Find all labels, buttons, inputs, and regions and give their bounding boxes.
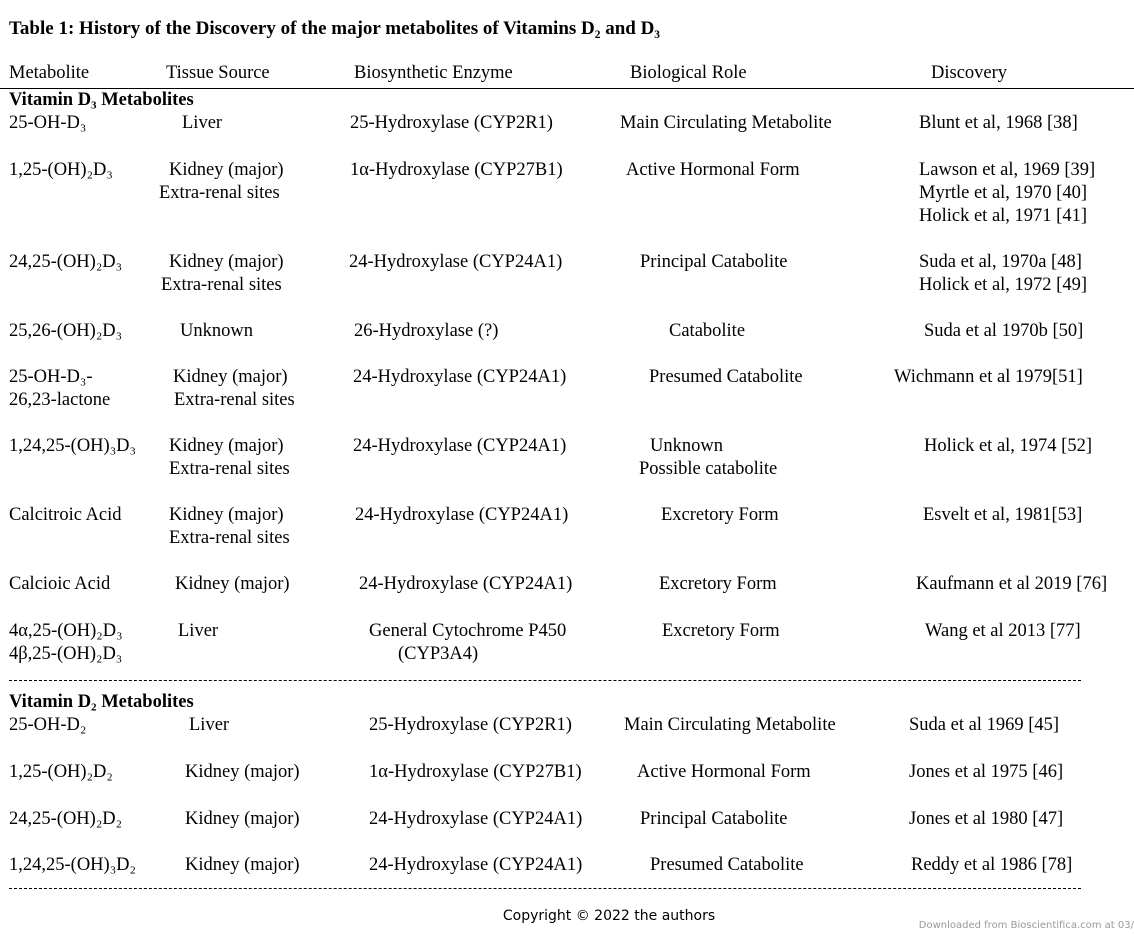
cell-line: Extra-renal sites (161, 275, 282, 295)
cell-line: Active Hormonal Form (637, 762, 811, 782)
role-cell (640, 251, 787, 274)
metabolite-cell (9, 435, 136, 458)
role-cell (662, 620, 780, 643)
discovery-cell (919, 251, 1087, 297)
metabolite-cell (9, 714, 86, 737)
cell-line: Principal Catabolite (640, 809, 788, 829)
cell-line: 25-Hydroxylase (CYP2R1) (369, 715, 572, 735)
cell-line: 25-OH-D₃ (9, 113, 87, 133)
role-cell (640, 808, 787, 831)
cell-line: Jones et al 1980 [47] (909, 809, 1064, 829)
cell-line: Extra-renal sites (174, 390, 295, 410)
cell-line: Liver (189, 715, 230, 735)
role-cell (637, 761, 811, 784)
metabolite-cell (9, 620, 123, 666)
enzyme-cell (350, 112, 553, 135)
header-rule (0, 88, 1134, 89)
cell-line: Kidney (major) (169, 505, 284, 525)
cell-line: 25-OH-D₂ (9, 715, 87, 735)
metabolite-cell (9, 504, 122, 527)
cell-line: Kidney (major) (175, 574, 290, 594)
cell-line: 25-OH-D₃- (9, 367, 93, 387)
discovery-cell (909, 714, 1059, 737)
discovery-cell (916, 573, 1107, 596)
cell-line: Wang et al 2013 [77] (925, 621, 1081, 641)
cell-line: Principal Catabolite (640, 252, 788, 272)
tissue-source-cell (182, 112, 222, 135)
tissue-source-cell (185, 808, 300, 831)
cell-line: General Cytochrome P450 (369, 621, 567, 641)
section-heading-vitamin-d3: Vitamin D₃ Metabolites (9, 90, 194, 110)
metabolite-cell (9, 112, 86, 135)
cell-line: 4β,25-(OH)₂D₃ (9, 644, 123, 664)
metabolite-cell (9, 159, 113, 182)
cell-line: 24-Hydroxylase (CYP24A1) (353, 436, 567, 456)
section-divider (9, 680, 1081, 681)
cell-line: 24-Hydroxylase (CYP24A1) (355, 505, 569, 525)
enzyme-cell (353, 366, 566, 389)
enzyme-cell (369, 620, 566, 666)
cell-line: 1,25-(OH)₂D₃ (9, 160, 113, 180)
role-cell (626, 159, 800, 182)
copyright-footer: Copyright © 2022 the authors (502, 908, 716, 924)
cell-line: Excretory Form (659, 574, 777, 594)
column-header-biosynthetic-enzyme: Biosynthetic Enzyme (354, 63, 513, 83)
cell-line: Liver (182, 113, 223, 133)
cell-line: Suda et al 1969 [45] (909, 715, 1060, 735)
cell-line: 24-Hydroxylase (CYP24A1) (369, 809, 583, 829)
discovery-cell (924, 435, 1092, 458)
enzyme-cell (359, 573, 572, 596)
column-header-discovery: Discovery (931, 63, 1008, 83)
cell-line: Esvelt et al, 1981[53] (923, 505, 1083, 525)
metabolite-cell (9, 808, 122, 831)
cell-line: Unknown (650, 436, 723, 456)
cell-line: 1,24,25-(OH)₃D₂ (9, 855, 136, 875)
metabolite-cell (9, 854, 136, 877)
cell-line: Extra-renal sites (159, 183, 280, 203)
tissue-source-cell (161, 251, 284, 297)
discovery-cell (923, 504, 1082, 527)
role-cell (649, 366, 803, 389)
cell-line: Holick et al, 1974 [52] (924, 436, 1092, 456)
metabolite-cell (9, 761, 113, 784)
metabolite-cell (9, 366, 110, 412)
tissue-source-cell (169, 504, 290, 550)
cell-line: Blunt et al, 1968 [38] (919, 113, 1078, 133)
tissue-source-cell (159, 159, 284, 205)
tissue-source-cell (185, 761, 300, 784)
cell-line: Kidney (major) (173, 367, 288, 387)
cell-line: 25-Hydroxylase (CYP2R1) (350, 113, 553, 133)
cell-line: Main Circulating Metabolite (620, 113, 832, 133)
cell-line: 24,25-(OH)₂D₃ (9, 252, 123, 272)
cell-line: Suda et al 1970b [50] (924, 321, 1084, 341)
discovery-cell (911, 854, 1072, 877)
cell-line: Wichmann et al 1979[51] (894, 367, 1083, 387)
cell-line: 24,25-(OH)₂D₂ (9, 809, 123, 829)
enzyme-cell (354, 320, 498, 343)
cell-line: 4α,25-(OH)₂D₃ (9, 621, 123, 641)
cell-line: Kidney (major) (185, 762, 300, 782)
cell-line: Unknown (180, 321, 253, 341)
tissue-source-cell (175, 573, 290, 596)
cell-line: Presumed Catabolite (649, 367, 803, 387)
cell-line: 25,26-(OH)₂D₃ (9, 321, 123, 341)
cell-line: Calcioic Acid (9, 574, 111, 594)
cell-line: Excretory Form (662, 621, 780, 641)
discovery-cell (924, 320, 1083, 343)
cell-line: Kidney (major) (169, 160, 284, 180)
role-cell (661, 504, 779, 527)
cell-line: 1α-Hydroxylase (CYP27B1) (369, 762, 582, 782)
cell-line: Holick et al, 1971 [41] (919, 206, 1087, 226)
cell-line: Active Hormonal Form (626, 160, 800, 180)
tissue-source-cell (180, 320, 253, 343)
cell-line: 1,24,25-(OH)₃D₃ (9, 436, 136, 456)
role-cell (669, 320, 745, 343)
cell-line: 26,23-lactone (9, 390, 111, 410)
download-watermark: Downloaded from Bioscientifica.com at 03/ (918, 920, 1134, 931)
enzyme-cell (369, 714, 572, 737)
cell-line: Liver (178, 621, 219, 641)
section-heading-vitamin-d2: Vitamin D₂ Metabolites (9, 692, 194, 712)
enzyme-cell (369, 761, 582, 784)
cell-line: 24-Hydroxylase (CYP24A1) (349, 252, 563, 272)
column-header-tissue-source: Tissue Source (166, 63, 270, 83)
role-cell (650, 854, 804, 877)
enzyme-cell (353, 435, 566, 458)
cell-line: Kaufmann et al 2019 [76] (916, 574, 1108, 594)
discovery-cell (919, 112, 1078, 135)
tissue-source-cell (178, 620, 218, 643)
metabolite-cell (9, 573, 110, 596)
cell-line: 1α-Hydroxylase (CYP27B1) (350, 160, 563, 180)
role-cell (659, 573, 777, 596)
cell-line: 24-Hydroxylase (CYP24A1) (359, 574, 573, 594)
discovery-cell (925, 620, 1081, 643)
column-header-metabolite: Metabolite (9, 63, 90, 83)
tissue-source-cell (189, 714, 229, 737)
cell-line: Kidney (major) (185, 855, 300, 875)
cell-line: Kidney (major) (169, 252, 284, 272)
cell-line: Lawson et al, 1969 [39] (919, 160, 1096, 180)
cell-line: Jones et al 1975 [46] (909, 762, 1064, 782)
cell-line: Calcitroic Acid (9, 505, 122, 525)
cell-line: 24-Hydroxylase (CYP24A1) (369, 855, 583, 875)
discovery-cell (894, 366, 1083, 389)
column-header-biological-role: Biological Role (630, 63, 747, 83)
cell-line: (CYP3A4) (398, 644, 479, 664)
role-cell (624, 714, 836, 737)
table-title: Table 1: History of the Discovery of the major metabolites of Vitamins D₂ and D₃ (9, 18, 661, 39)
cell-line: Presumed Catabolite (650, 855, 804, 875)
enzyme-cell (369, 808, 582, 831)
cell-line: 26-Hydroxylase (?) (354, 321, 499, 341)
cell-line: Possible catabolite (639, 459, 778, 479)
cell-line: Excretory Form (661, 505, 779, 525)
tissue-source-cell (173, 366, 295, 412)
cell-line: Suda et al, 1970a [48] (919, 252, 1082, 272)
metabolite-cell (9, 320, 122, 343)
cell-line: Main Circulating Metabolite (624, 715, 836, 735)
table-bottom-rule (9, 888, 1081, 889)
cell-line: Extra-renal sites (169, 459, 290, 479)
tissue-source-cell (169, 435, 290, 481)
metabolite-cell (9, 251, 122, 274)
cell-line: Extra-renal sites (169, 528, 290, 548)
discovery-cell (909, 808, 1063, 831)
enzyme-cell (349, 251, 562, 274)
discovery-cell (919, 159, 1095, 228)
cell-line: Reddy et al 1986 [78] (911, 855, 1073, 875)
cell-line: 1,25-(OH)₂D₂ (9, 762, 113, 782)
discovery-cell (909, 761, 1063, 784)
enzyme-cell (369, 854, 582, 877)
role-cell (639, 435, 778, 481)
cell-line: Kidney (major) (185, 809, 300, 829)
enzyme-cell (350, 159, 563, 182)
enzyme-cell (355, 504, 568, 527)
tissue-source-cell (185, 854, 300, 877)
cell-line: 24-Hydroxylase (CYP24A1) (353, 367, 567, 387)
cell-line: Holick et al, 1972 [49] (919, 275, 1087, 295)
cell-line: Kidney (major) (169, 436, 284, 456)
cell-line: Catabolite (669, 321, 746, 341)
cell-line: Myrtle et al, 1970 [40] (919, 183, 1087, 203)
role-cell (620, 112, 832, 135)
